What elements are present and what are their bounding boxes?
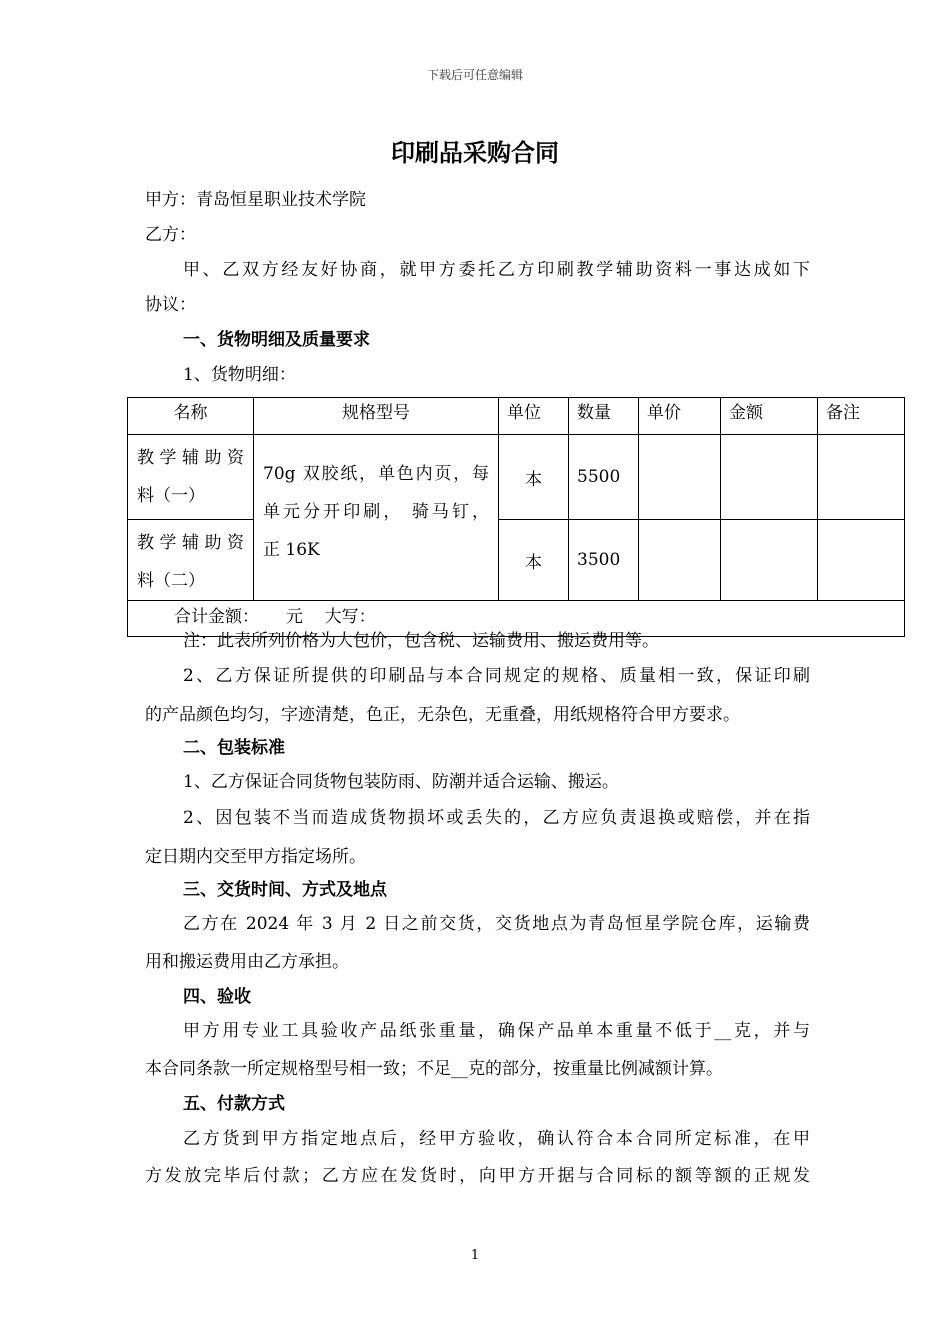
quantity-cell: 3500 xyxy=(569,520,639,601)
column-header: 单价 xyxy=(639,398,721,435)
s1-item-2-line-1: 2、乙方保证所提供的印刷品与本合同规定的规格、质量相一致，保证印刷 xyxy=(183,666,810,686)
s2-item-2-line-2: 定日期内交至甲方指定场所。 xyxy=(145,847,366,867)
section-4-heading: 四、验收 xyxy=(183,987,251,1007)
item-name-line: 教学辅助资 xyxy=(137,533,244,553)
table-note: 注：此表所列价格为大包价，包含税、运输费用、搬运费用等。 xyxy=(183,631,659,651)
intro-line-2: 协议： xyxy=(145,295,196,315)
goods-table xyxy=(127,397,905,637)
s2-item-2-line-1: 2、因包装不当而造成货物损坏或丢失的，乙方应负责退换或赔偿，并在指 xyxy=(183,808,810,828)
s2-item-1: 1、乙方保证合同货物包装防雨、防潮并适合运输、搬运。 xyxy=(183,772,619,792)
column-header: 金额 xyxy=(721,398,818,435)
item-name-line: 料（二） xyxy=(137,571,205,591)
spec-line: 正 16K xyxy=(263,540,320,560)
section-1-heading: 一、货物明细及质量要求 xyxy=(183,330,370,350)
intro-line-1: 甲、乙双方经友好协商，就甲方委托乙方印刷教学辅助资料一事达成如下 xyxy=(183,260,810,280)
column-header: 名称 xyxy=(128,398,254,435)
s5-text-line-2: 方发放完毕后付款；乙方应在发货时，向甲方开据与合同标的额等额的正规发 xyxy=(145,1166,810,1186)
item-name-cell xyxy=(128,520,254,601)
s3-text-line-1: 乙方在 2024 年 3 月 2 日之前交货，交货地点为青岛恒星学院仓库，运输费 xyxy=(183,914,810,934)
column-header: 备注 xyxy=(818,398,905,435)
unit-cell: 本 xyxy=(499,435,569,520)
item-name-cell xyxy=(128,435,254,520)
s3-text-line-2: 用和搬运费用由乙方承担。 xyxy=(145,952,349,972)
remark-cell xyxy=(818,435,905,520)
s4-text-line-2: 本合同条款一所定规格型号相一致；不足__克的部分，按重量比例减额计算。 xyxy=(145,1059,723,1079)
amount-cell xyxy=(721,435,818,520)
unit-cell: 本 xyxy=(499,520,569,601)
spec-line: 单元分开印刷， 骑马钉， xyxy=(263,502,489,522)
section-5-heading: 五、付款方式 xyxy=(183,1094,285,1114)
item-name-line: 教学辅助资 xyxy=(137,448,244,468)
total-amount: 合计金额： 元 大写： xyxy=(128,601,905,637)
column-header: 规格型号 xyxy=(254,398,499,435)
s4-text-line-1: 甲方用专业工具验收产品纸张重量，确保产品单本重量不低于__克，并与 xyxy=(183,1021,810,1041)
spec-line: 70g 双胶纸，单色内页，每 xyxy=(263,464,489,484)
section-3-heading: 三、交货时间、方式及地点 xyxy=(183,880,387,900)
s1-item-2-line-2: 的产品颜色均匀，字迹清楚，色正，无杂色，无重叠，用纸规格符合甲方要求。 xyxy=(145,705,740,725)
column-header: 单位 xyxy=(499,398,569,435)
amount-cell xyxy=(721,520,818,601)
section-2-heading: 二、包装标准 xyxy=(183,738,285,758)
unit-price-cell xyxy=(639,520,721,601)
spec-cell xyxy=(254,435,499,601)
column-header: 数量 xyxy=(569,398,639,435)
table-row xyxy=(128,520,905,601)
s5-text-line-1: 乙方货到甲方指定地点后，经甲方验收，确认符合本合同所定标准，在甲 xyxy=(183,1129,810,1149)
party-a: 甲方：青岛恒星职业技术学院 xyxy=(145,190,366,210)
remark-cell xyxy=(818,520,905,601)
header-note: 下载后可任意编辑 xyxy=(426,68,523,82)
item-name-line: 料（一） xyxy=(137,486,205,506)
section-1-subheading: 1、货物明细： xyxy=(183,365,296,385)
table-row xyxy=(128,435,905,520)
table-header-row xyxy=(128,398,905,435)
party-b: 乙方： xyxy=(145,225,196,245)
document-title: 印刷品采购合同 xyxy=(391,138,559,167)
page-number: 1 xyxy=(470,1248,480,1263)
quantity-cell: 5500 xyxy=(569,435,639,520)
unit-price-cell xyxy=(639,435,721,520)
